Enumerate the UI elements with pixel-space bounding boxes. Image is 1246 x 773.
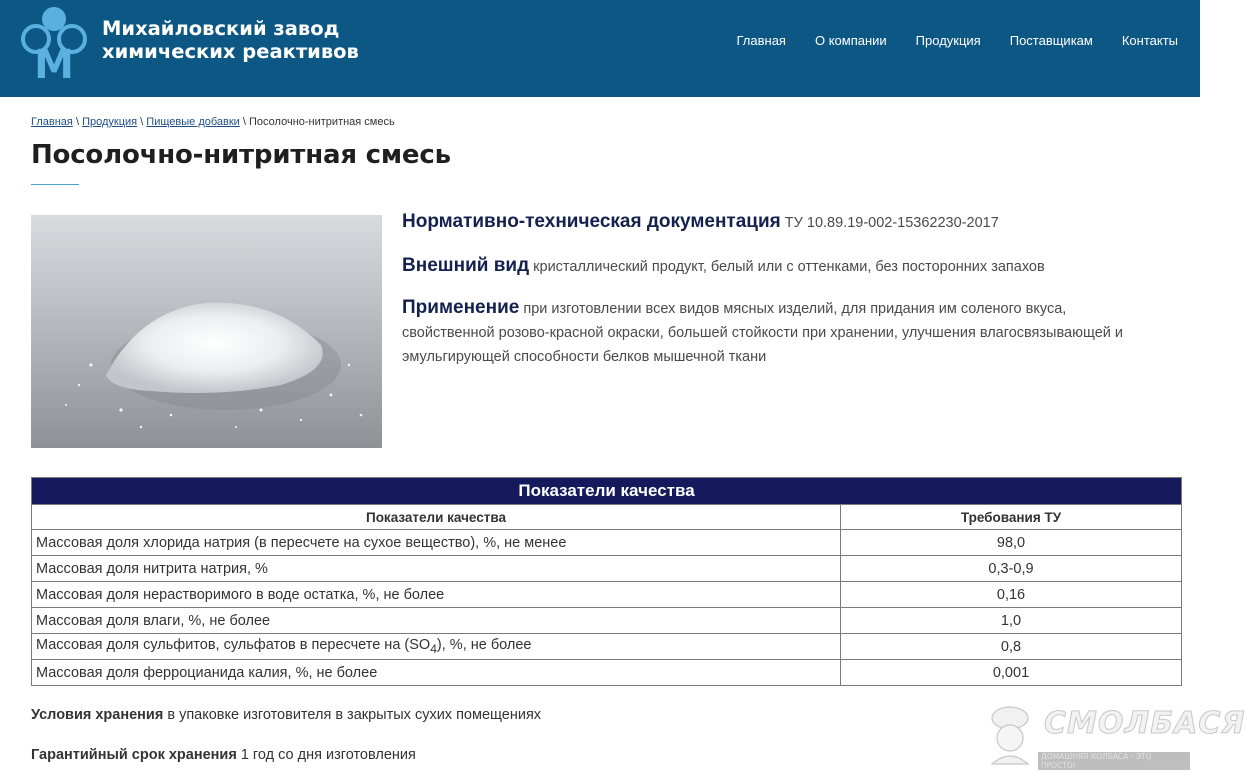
- breadcrumb-food-additives[interactable]: Пищевые добавки: [146, 116, 240, 128]
- nav-about[interactable]: О компании: [814, 33, 887, 48]
- table-caption: Показатели качества: [32, 478, 1182, 505]
- row-indicator: Массовая доля влаги, %, не более: [32, 608, 841, 634]
- table-row: [32, 556, 1182, 582]
- row-indicator-text: Массовая доля сульфитов, сульфатов в пересчете на (SO: [36, 637, 431, 654]
- property-value: ТУ 10.89.19-002-15362230-2017: [784, 215, 999, 231]
- breadcrumb-current: Посолочно-нитритная смесь: [249, 116, 395, 128]
- product-photo[interactable]: [31, 215, 382, 448]
- property-label: Применение: [402, 297, 520, 318]
- watermark: [980, 704, 1246, 770]
- table-row: [32, 608, 1182, 634]
- company-name-line2: химических реактивов: [102, 40, 359, 63]
- page-title: Посолочно-нитритная смесь: [31, 140, 451, 170]
- property-label: Нормативно-техническая документация: [402, 211, 781, 232]
- property-value: кристаллический продукт, белый или с оттенками, без посторонних запахов: [533, 259, 1045, 275]
- company-name-line1: Михайловский завод: [102, 17, 340, 40]
- title-underline: [31, 184, 79, 185]
- property-application: [402, 296, 1142, 369]
- quality-table: [31, 477, 1182, 686]
- site-header: [0, 0, 1200, 97]
- row-value: 98,0: [841, 530, 1182, 556]
- nav-suppliers[interactable]: Поставщикам: [1009, 33, 1093, 48]
- row-indicator: Массовая доля нерастворимого в воде остатка, %, не более: [32, 582, 841, 608]
- breadcrumb-separator: \: [75, 116, 79, 128]
- table-row: [32, 582, 1182, 608]
- nav-products[interactable]: Продукция: [915, 33, 981, 48]
- row-indicator: Массовая доля хлорида натрия (в пересчете на сухое вещество), %, не менее: [32, 530, 841, 556]
- shelf-life-value: 1 год со дня изготовления: [240, 747, 416, 763]
- nav-contacts[interactable]: Контакты: [1121, 33, 1178, 48]
- property-documentation: [402, 210, 999, 235]
- row-indicator: [32, 634, 841, 660]
- storage-value: в упаковке изготовителя в закрытых сухих помещениях: [167, 707, 542, 723]
- row-value: 1,0: [841, 608, 1182, 634]
- row-value: 0,001: [841, 660, 1182, 686]
- row-indicator-subscript: 4: [430, 641, 437, 656]
- row-indicator: Массовая доля нитрита натрия, %: [32, 556, 841, 582]
- watermark-slogan: ДОМАШНЯЯ КОЛБАСА - ЭТО ПРОСТО!: [1038, 752, 1190, 770]
- chef-icon: [980, 704, 1040, 764]
- breadcrumb-separator: \: [140, 116, 144, 128]
- storage-label: Условия хранения: [31, 707, 164, 723]
- breadcrumb-products[interactable]: Продукция: [82, 116, 138, 128]
- table-row: [32, 660, 1182, 686]
- row-value: 0,16: [841, 582, 1182, 608]
- company-logo-icon[interactable]: [20, 5, 88, 88]
- storage-conditions: [31, 707, 541, 723]
- svg-text:M: M: [34, 42, 74, 88]
- row-value: 0,3-0,9: [841, 556, 1182, 582]
- row-indicator: Массовая доля ферроцианида калия, %, не более: [32, 660, 841, 686]
- row-indicator-text: ), %, не более: [436, 637, 532, 654]
- breadcrumb-home[interactable]: Главная: [31, 116, 73, 128]
- table-row: [32, 634, 1182, 660]
- property-appearance: [402, 254, 1045, 279]
- company-name[interactable]: [102, 17, 359, 63]
- row-value: 0,8: [841, 634, 1182, 660]
- property-value: при изготовлении всех видов мясных изделий, для придания им соленого вкуса, свойственной розово-красной окраски, большей стойкости при хранении, улучшения влагосвязывающей и эмульгирующей способности белков мышечной ткани: [402, 301, 1124, 365]
- shelf-life-label: Гарантийный срок хранения: [31, 747, 237, 763]
- property-label: Внешний вид: [402, 255, 530, 276]
- watermark-text: СМОЛБАСЯ: [1044, 706, 1246, 741]
- nav-home[interactable]: Главная: [736, 33, 786, 48]
- breadcrumb-separator: \: [242, 116, 246, 128]
- main-nav: [707, 33, 1178, 48]
- table-row: [32, 530, 1182, 556]
- column-header-indicator: Показатели качества: [32, 505, 841, 530]
- breadcrumb: [31, 116, 395, 128]
- table-header-row: [32, 505, 1182, 530]
- column-header-requirement: Требования ТУ: [841, 505, 1182, 530]
- shelf-life: [31, 747, 416, 763]
